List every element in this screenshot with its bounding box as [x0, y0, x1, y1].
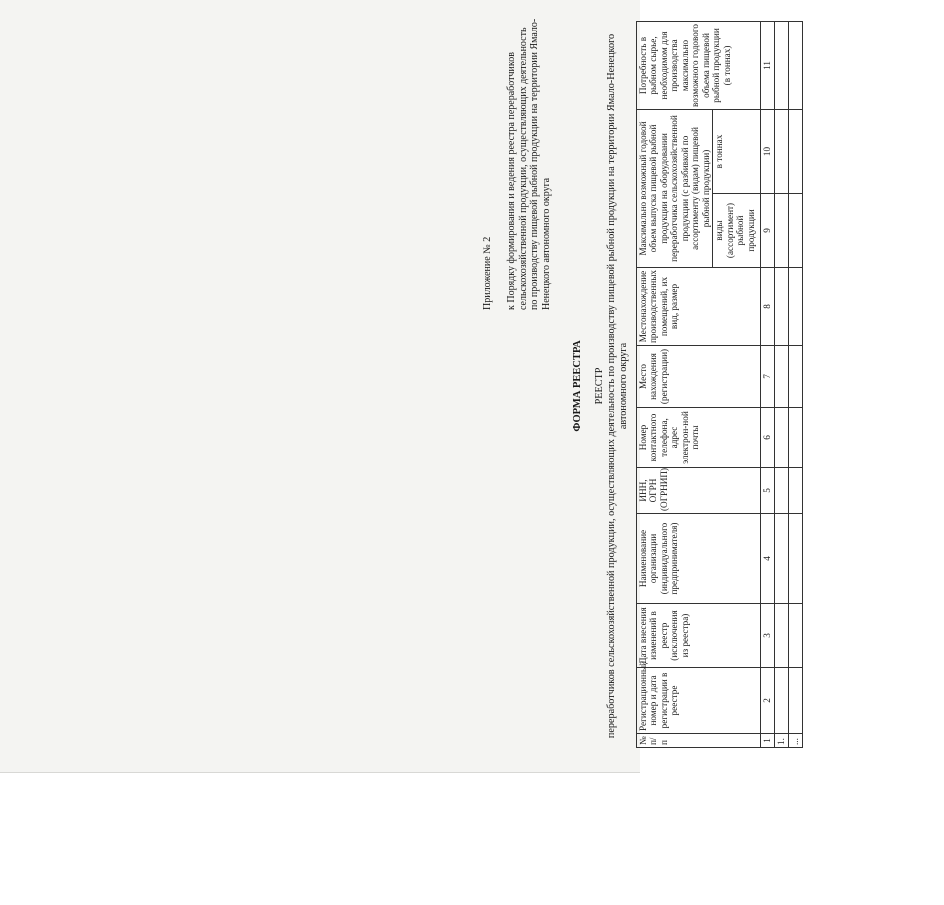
row-index: ...	[788, 734, 802, 748]
rotated-landscape-content	[468, 10, 944, 762]
col-header-max-volume: Максимально возможный годовой объем выпуска пищевой рыбной продукции на оборудовании переработчика сельскохозяйственной продукции (с разбивкой по ассортименту (видам) пищевой рыбной продукции)	[637, 109, 713, 267]
table-row	[774, 21, 788, 747]
column-number: 1	[761, 734, 774, 748]
column-number-row	[761, 21, 774, 747]
col-header-reg-number: Регистрационный номер и дата регистрации в реестре	[637, 668, 761, 734]
title-block	[572, 10, 630, 762]
appendix-header	[482, 18, 553, 310]
subcol-header-kinds: виды (ассортимент) рыбной продукции	[713, 194, 761, 268]
register-table	[636, 21, 803, 748]
register-subtitle: переработчиков сельскохозяйственной продукции, осуществляющих деятельность по производству пищевой рыбной продукции на территории Ямало-Ненецкого автономного округа	[606, 33, 630, 739]
col-header-index: № п/п	[637, 734, 761, 748]
column-number: 6	[761, 408, 774, 468]
column-number: 7	[761, 346, 774, 408]
col-header-change-date: Дата внесения изменений в реестр (исключения из реестра)	[637, 604, 761, 668]
column-number: 5	[761, 468, 774, 514]
appendix-number: Приложение № 2	[482, 236, 493, 310]
column-number: 4	[761, 514, 774, 604]
column-number: 2	[761, 668, 774, 734]
column-number: 8	[761, 268, 774, 346]
column-number: 11	[761, 21, 774, 109]
col-header-raw-demand: Потребность в рыбном сырье, необходимом для производства максимально возможного годового объема пищевой рыбной продукции (в тоннах)	[637, 21, 761, 109]
subcol-header-tons: в тоннах	[713, 109, 761, 193]
header-row	[637, 21, 713, 747]
column-number: 3	[761, 604, 774, 668]
row-index: 1.	[774, 734, 788, 748]
form-title: ФОРМА РЕЕСТРА	[572, 340, 583, 432]
appendix-text: к Порядку формирования и ведения реестра переработчиков сельскохозяйственной продукции, осуществляющих деятельность по производству пищевой рыбной продукции на территории Ямало-Ненецкого автономного округа	[505, 18, 553, 310]
register-title: РЕЕСТР	[594, 367, 606, 405]
column-number: 10	[761, 109, 774, 193]
col-header-location: Место нахождения (регистрации)	[637, 346, 761, 408]
col-header-org-name: Наименование организации (индивидуального предпринимателя)	[637, 514, 761, 604]
column-number: 9	[761, 194, 774, 268]
col-header-premises: Местонахождение производственных помещений, их вид, размер	[637, 268, 761, 346]
table-row	[788, 21, 802, 747]
col-header-inn: ИНН, ОГРН (ОГРНИП)	[637, 468, 761, 514]
col-header-contact: Номер контактного телефона, адрес электрон-ной почты	[637, 408, 761, 468]
